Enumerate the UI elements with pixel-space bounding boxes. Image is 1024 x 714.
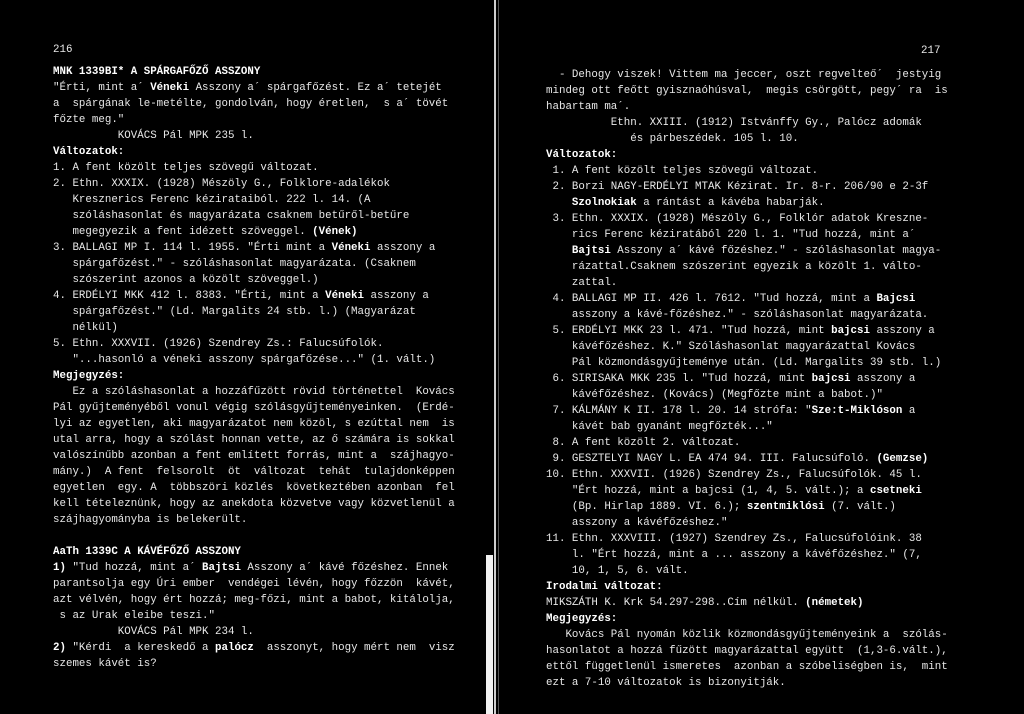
bold-text: 2): [53, 642, 66, 654]
text-line: [53, 336, 455, 352]
bold-text: Irodalmi változat:: [546, 581, 663, 593]
text-segment: "Érti, mint a´: [53, 82, 151, 94]
text-line: [53, 624, 455, 640]
text-segment: Kovács Pál nyomán közlik közmondásgyűjteményeink a szólás-: [546, 629, 948, 641]
text-line: [546, 595, 948, 611]
text-segment: l. "Ért hozzá, mint a ... asszony a kávéfőzéshez." (7,: [546, 549, 922, 561]
text-line: [546, 643, 948, 659]
text-segment: Pál gyűjteményéből vonul végig szólásgyűjteményeinken. (Erdé-: [53, 402, 455, 414]
bold-text: AaTh 1339C A KÁVÉFŐZŐ ASSZONY: [53, 546, 241, 558]
text-segment: mindeg ott feőtt gyisznaóhúsval, megis csörgött, pegy´ ra is: [546, 85, 948, 97]
text-line: [546, 579, 948, 595]
text-line: [53, 464, 455, 480]
text-line: [546, 83, 948, 99]
text-line: [546, 291, 948, 307]
text-segment: "Ért hozzá, mint a bajcsi (1, 4, 5. vált.); a: [546, 485, 870, 497]
page-number: 216: [53, 44, 73, 56]
text-line: [53, 192, 455, 208]
bold-text: (németek): [805, 597, 864, 609]
text-line: [546, 403, 948, 419]
text-line: [53, 528, 455, 544]
text-line: [546, 115, 948, 131]
text-segment: lyi az egyetlen, aki magyarázatot nem közöl, s ezúttal nem is: [53, 418, 455, 430]
text-line: [53, 320, 455, 336]
text-segment: utal arra, hogy a szólást honnan vette, az ő számára is sokkal: [53, 434, 455, 446]
bold-text: Bajcsi: [876, 293, 916, 305]
text-segment: habartam ma´.: [546, 101, 631, 113]
text-segment: 5. Ethn. XXXVII. (1926) Szendrey Zs.: Falucsúfolók.: [53, 338, 384, 350]
text-segment: mány.) A fent felsorolt öt változat tehát tulajdonképpen: [53, 466, 455, 478]
text-segment: 6. SIRISAKA MKK 235 l. "Tud hozzá, mint: [546, 373, 812, 385]
text-line: [546, 387, 948, 403]
text-line: [53, 208, 455, 224]
text-segment: főzte meg.": [53, 114, 125, 126]
text-segment: asszony a: [370, 242, 436, 254]
text-line: [546, 499, 948, 515]
bold-text: Véneki: [331, 242, 371, 254]
text-line: [546, 339, 948, 355]
bold-text: Bajtsi: [571, 245, 611, 257]
text-line: [53, 576, 455, 592]
text-line: [53, 240, 455, 256]
text-line: [53, 304, 455, 320]
bold-text: 1): [53, 562, 66, 574]
text-segment: nélkül): [53, 322, 118, 334]
text-line: [546, 163, 948, 179]
text-line: [53, 256, 455, 272]
page-edge-strip: [486, 555, 493, 714]
text-line: [546, 227, 948, 243]
text-segment: MIKSZÁTH K. Krk 54.297-298..Cím nélkül.: [546, 597, 806, 609]
text-line: [546, 611, 948, 627]
right-page: [546, 0, 986, 714]
text-segment: és párbeszédek. 105 l. 10.: [546, 133, 799, 145]
text-segment: 10, 1, 5, 6. vált.: [546, 565, 689, 577]
text-segment: spárgafőzést." - szóláshasonlat magyarázata. (Csaknem: [53, 258, 416, 270]
book-gutter-shadow: [498, 0, 499, 714]
text-line: [53, 448, 455, 464]
text-segment: [546, 245, 572, 257]
text-line: [546, 195, 948, 211]
text-segment: KOVÁCS Pál MPK 235 l.: [53, 130, 254, 142]
text-line: [546, 547, 948, 563]
text-line: [53, 176, 455, 192]
bold-text: bajcsi: [831, 325, 870, 337]
text-segment: 5. ERDÉLYI MKK 23 l. 471. "Tud hozzá, mint: [546, 325, 832, 337]
text-line: [53, 592, 455, 608]
bold-text: Megjegyzés:: [53, 370, 125, 382]
bold-text: szentmiklósi: [746, 501, 825, 513]
text-segment: a: [902, 405, 916, 417]
text-segment: 8. A fent közölt 2. változat.: [546, 437, 741, 449]
text-segment: Ez a szóláshasonlat a hozzáfűzött rövid történettel Kovács: [53, 386, 455, 398]
text-segment: kávéfőzéshez. (Kovács) (Megfőzte mint a babot.)": [546, 389, 883, 401]
text-segment: Asszony a´ spárgafőzést. Ez a´ tetejét: [189, 82, 442, 94]
text-segment: "...hasonló a véneki asszony spárgafőzése..." (1. vált.): [53, 354, 436, 366]
text-segment: spárgafőzést." (Ld. Margalits 24 stb. l.) (Magyarázat: [53, 306, 416, 318]
book-gutter-line: [494, 0, 496, 714]
text-line: [53, 288, 455, 304]
bold-text: Véneki: [325, 290, 365, 302]
text-segment: Asszony a´ kávé főzéshez. Ennek: [240, 562, 449, 574]
text-segment: Ethn. XXIII. (1912) Istvánffy Gy., Palócz adomák: [546, 117, 922, 129]
text-line: [546, 67, 948, 83]
text-segment: szóláshasonlat és magyarázata csaknem betűről-betűre: [53, 210, 410, 222]
text-segment: Pál közmondásgyűjteménye után. (Ld. Margalits 39 stb. l.): [546, 357, 942, 369]
text-segment: rázattal.Csaknem szószerint egyezik a közölt 1. válto-: [546, 261, 922, 273]
text-line: [546, 627, 948, 643]
text-segment: kell tételeznünk, hogy az anekdota közvetve vagy közvetlenül a: [53, 498, 455, 510]
text-line: [53, 112, 455, 128]
text-line: [546, 147, 948, 163]
text-segment: a spárgának le-metélte, gondolván, hogy éretlen, s a´ tövét: [53, 98, 449, 110]
text-line: [546, 211, 948, 227]
text-line: [546, 675, 948, 691]
text-segment: a rántást a kávéba habarják.: [636, 197, 825, 209]
text-segment: s az Urak eleibe teszi.": [53, 610, 215, 622]
text-line: [53, 96, 455, 112]
text-line: [546, 259, 948, 275]
text-segment: azt vélvén, hogy ért hozzá; meg-főzi, mint a babot, kitálolja,: [53, 594, 455, 606]
text-line: [546, 243, 948, 259]
text-line: [546, 371, 948, 387]
text-line: [546, 323, 948, 339]
text-segment: zattal.: [546, 277, 618, 289]
text-segment: 11. Ethn. XXXVIII. (1927) Szendrey Zs., Falucsúfolóink. 38: [546, 533, 922, 545]
text-line: [53, 224, 455, 240]
text-segment: 10. Ethn. XXXVII. (1926) Szendrey Zs., Falucsúfolók. 45 l.: [546, 469, 922, 481]
bold-text: palócz: [215, 642, 254, 654]
text-segment: - Dehogy viszek! Vittem ma jeccer, oszt regvelteő´ jestyig: [546, 69, 942, 81]
text-line: [546, 131, 948, 147]
text-segment: asszony a: [850, 373, 916, 385]
text-line: [546, 419, 948, 435]
text-line: [546, 451, 948, 467]
page-number: 217: [921, 45, 941, 57]
bold-text: Véneki: [150, 82, 190, 94]
text-line: [53, 560, 455, 576]
bold-text: Bajtsi: [202, 562, 241, 574]
text-line: [53, 144, 455, 160]
text-segment: 1. A fent közölt teljes szövegű változat.: [53, 162, 319, 174]
text-line: [546, 179, 948, 195]
text-segment: 2. Ethn. XXXIX. (1928) Mészöly G., Folklore-adalékok: [53, 178, 390, 190]
text-segment: asszony a: [364, 290, 429, 302]
text-segment: szemes kávét is?: [53, 658, 157, 670]
text-line: [53, 656, 455, 672]
text-line: [53, 368, 455, 384]
text-segment: asszony a kávéfőzéshez.": [546, 517, 728, 529]
text-segment: "Tud hozzá, mint a´: [65, 562, 203, 574]
text-segment: 3. Ethn. XXXIX. (1928) Mészöly G., Folklór adatok Kreszne-: [546, 213, 929, 225]
bold-text: Változatok:: [53, 146, 125, 158]
text-line: [53, 400, 455, 416]
text-segment: rics Ferenc kéziratából 220 l. 1. "Tud hozzá, mint a´: [546, 229, 916, 241]
bold-text: Sze:t-Miklóson: [811, 405, 903, 417]
right-page-text: [546, 67, 948, 691]
text-line: [53, 640, 455, 656]
text-segment: 3. BALLAGI MP I. 114 l. 1955. "Érti mint a: [53, 242, 332, 254]
text-line: [53, 544, 455, 560]
text-segment: 9. GESZTELYI NAGY L. EA 474 94. III. Falucsúfoló.: [546, 453, 877, 465]
text-segment: valószínűbb azonban a fent említett forrás, mint a szájhagyo-: [53, 450, 455, 462]
bold-text: (Gemzse): [876, 453, 929, 465]
text-line: [546, 275, 948, 291]
bold-text: (Vének): [312, 226, 358, 238]
text-line: [53, 64, 455, 80]
text-line: [546, 531, 948, 547]
text-segment: asszony a: [869, 325, 935, 337]
text-line: [546, 659, 948, 675]
text-segment: 7. KÁLMÁNY K II. 178 l. 20. 14 strófa: ": [546, 405, 812, 417]
text-line: [546, 515, 948, 531]
text-segment: asszonyt, hogy mért nem visz: [253, 642, 455, 654]
text-segment: (Bp. Hirlap 1889. VI. 6.);: [546, 501, 747, 513]
text-segment: hasonlatot a hozzá fűzött magyarázattal együtt (1,3-6.vált.),: [546, 645, 948, 657]
text-line: [546, 467, 948, 483]
text-segment: ezt a 7-10 változatok is bizonyitják.: [546, 677, 786, 689]
text-segment: kávét bab gyanánt megfőzték...": [546, 421, 773, 433]
text-line: [53, 496, 455, 512]
text-line: [546, 355, 948, 371]
text-segment: 4. ERDÉLYI MKK 412 l. 8383. "Érti, mint a: [53, 290, 326, 302]
left-page-text: [53, 64, 455, 672]
text-segment: Asszony a´ kávé főzéshez." - szóláshasonlat magya-: [610, 245, 942, 257]
bold-text: MNK 1339BI* A SPÁRGAFŐZŐ ASSZONY: [53, 66, 261, 78]
text-segment: megegyezik a fent idézett szöveggel.: [53, 226, 313, 238]
text-segment: parantsolja egy Úri ember vendégei lévén, hogy főzzön kávét,: [53, 578, 455, 590]
text-line: [53, 608, 455, 624]
text-segment: [546, 197, 572, 209]
text-segment: kávéfőzéshez. K." Szóláshasonlat magyarázattal Kovács: [546, 341, 916, 353]
text-segment: szószerint azonos a közölt szöveggel.): [53, 274, 319, 286]
text-segment: (7. vált.): [824, 501, 896, 513]
text-line: [546, 99, 948, 115]
text-segment: ettől függetlenül ismeretes azonban a szóbeliségben is, mint: [546, 661, 948, 673]
left-page: [53, 0, 483, 714]
text-line: [546, 435, 948, 451]
text-line: [546, 563, 948, 579]
text-segment: egyetlen egy. A többszöri közlés következtében azonban fel: [53, 482, 455, 494]
text-segment: 4. BALLAGI MP II. 426 l. 7612. "Tud hozzá, mint a: [546, 293, 877, 305]
text-line: [53, 352, 455, 368]
bold-text: csetneki: [869, 485, 922, 497]
text-segment: asszony a kávé-főzéshez." - szóláshasonlat magyarázata.: [546, 309, 929, 321]
bold-text: Változatok:: [546, 149, 618, 161]
text-line: [53, 480, 455, 496]
text-line: [53, 416, 455, 432]
text-line: [546, 483, 948, 499]
text-line: [53, 128, 455, 144]
text-line: [53, 512, 455, 528]
text-line: [53, 272, 455, 288]
text-line: [53, 432, 455, 448]
bold-text: Szolnokiak: [571, 197, 637, 209]
text-segment: KOVÁCS Pál MPK 234 l.: [53, 626, 254, 638]
text-segment: 2. Borzi NAGY-ERDÉLYI MTAK Kézirat. Ir. 8-r. 206/90 e 2-3f: [546, 181, 929, 193]
text-line: [53, 160, 455, 176]
bold-text: bajcsi: [811, 373, 851, 385]
text-line: [546, 307, 948, 323]
text-segment: 1. A fent közölt teljes szövegű változat.: [546, 165, 819, 177]
text-segment: "Kérdi a kereskedő a: [65, 642, 215, 654]
text-line: [53, 80, 455, 96]
bold-text: Megjegyzés:: [546, 613, 618, 625]
text-segment: szájhagyományba is belekerült.: [53, 514, 248, 526]
text-line: [53, 384, 455, 400]
text-segment: Kresznerics Ferenc kézirataiból. 222 l. 14. (A: [53, 194, 371, 206]
